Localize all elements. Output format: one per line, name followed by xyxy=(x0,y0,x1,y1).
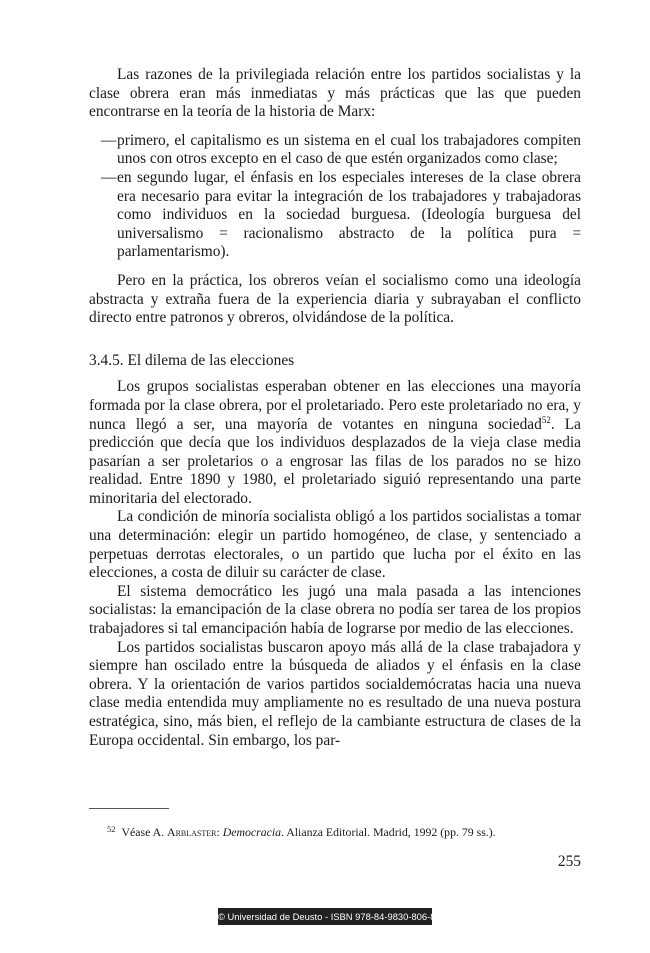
list-item-text: en segundo lugar, el énfasis en los especiales intereses de la clase obrera era necesario para evitar la integración de los trabajadores y trabajadoras como individuos en la sociedad burguesa. (Ideología burguesa del universalismo = racionalismo abstracto de la política pura = parlamentarismo). xyxy=(117,168,581,261)
footnote-colon: : xyxy=(216,825,223,839)
list-item-text: primero, el capitalismo es un sistema en el cual los trabajadores compiten unos con otros excepto en el caso de que estén organizados como clase; xyxy=(117,131,581,168)
footnote-rest: . Alianza Editorial. Madrid, 1992 (pp. 79 ss.). xyxy=(281,825,496,839)
paragraph-3 xyxy=(89,378,581,508)
list-item xyxy=(73,169,581,262)
dash-list xyxy=(89,132,581,262)
footnote-reference: 52 xyxy=(541,414,551,425)
page-number: 255 xyxy=(557,853,581,870)
page-body xyxy=(89,66,581,750)
dash-marker: — xyxy=(101,168,117,186)
footnote xyxy=(107,822,581,840)
paragraph-3-text-a: Los grupos socialistas esperaban obtener en las elecciones una mayoría formada por la clase obrera, por el proletariado. Pero este proletariado no era, y nunca llegó a ser, una mayoría de votantes en ninguna sociedad xyxy=(89,378,581,433)
paragraph-4: La condición de minoría socialista obligó a los partidos socialistas a tomar una determinación: elegir un partido homogéneo, de clase, y sentenciado a perpetuas derrotas electorales, o un partido que lucha por el éxito en las elecciones, a costa de diluir su carácter de clase. xyxy=(89,508,581,582)
copyright-banner: © Universidad de Deusto - ISBN 978-84-9830-806-8 xyxy=(218,908,432,925)
footnote-title: Democracia xyxy=(222,825,282,839)
paragraph-3-text-b: . La predicción que decía que los individuos desplazados de la vieja clase media pasarían a ser proletarios o a engrosar las filas de los parados no se hizo realidad. Entre 1890 y 1980, el proletariado siguió representando una parte minoritaria del electorado. xyxy=(89,415,581,507)
list-item xyxy=(73,132,581,169)
dash-marker: — xyxy=(101,131,117,149)
paragraph-6: Los partidos socialistas buscaron apoyo más allá de la clase trabajadora y siempre han oscilado entre la búsqueda de aliados y el énfasis en la clase obrera. Y la orientación de varios partidos socialdemócratas hacia una nueva clase media entendida muy ampliamente no es resultado de una nueva postura estratégica, sino, más bien, el reflejo de la cambiante estructura de clases de la Europa occidental. Sin embargo, los par- xyxy=(89,638,581,749)
footnote-prefix: Véase A. xyxy=(121,825,168,839)
footnote-number: 52 xyxy=(107,824,116,834)
footnote-author: Arblaster xyxy=(167,825,217,839)
paragraph-5: El sistema democrático les jugó una mala pasada a las intenciones socialistas: la emancipación de la clase obrera no podía ser tarea de los propios trabajadores si tal emancipación había de lograrse por medio de las elecciones. xyxy=(89,582,581,638)
footnote-divider xyxy=(89,808,169,809)
paragraph-1: Las razones de la privilegiada relación entre los partidos socialistas y la clase obrera eran más inmediatas y más prácticas que las que pueden encontrarse en la teoría de la historia de Marx: xyxy=(89,66,581,121)
paragraph-2: Pero en la práctica, los obreros veían el socialismo como una ideología abstracta y extraña fuera de la experiencia diaria y subrayaban el conflicto directo entre patronos y obreros, olvidándose de la política. xyxy=(89,271,581,327)
section-heading: 3.4.5. El dilema de las elecciones xyxy=(89,351,295,369)
